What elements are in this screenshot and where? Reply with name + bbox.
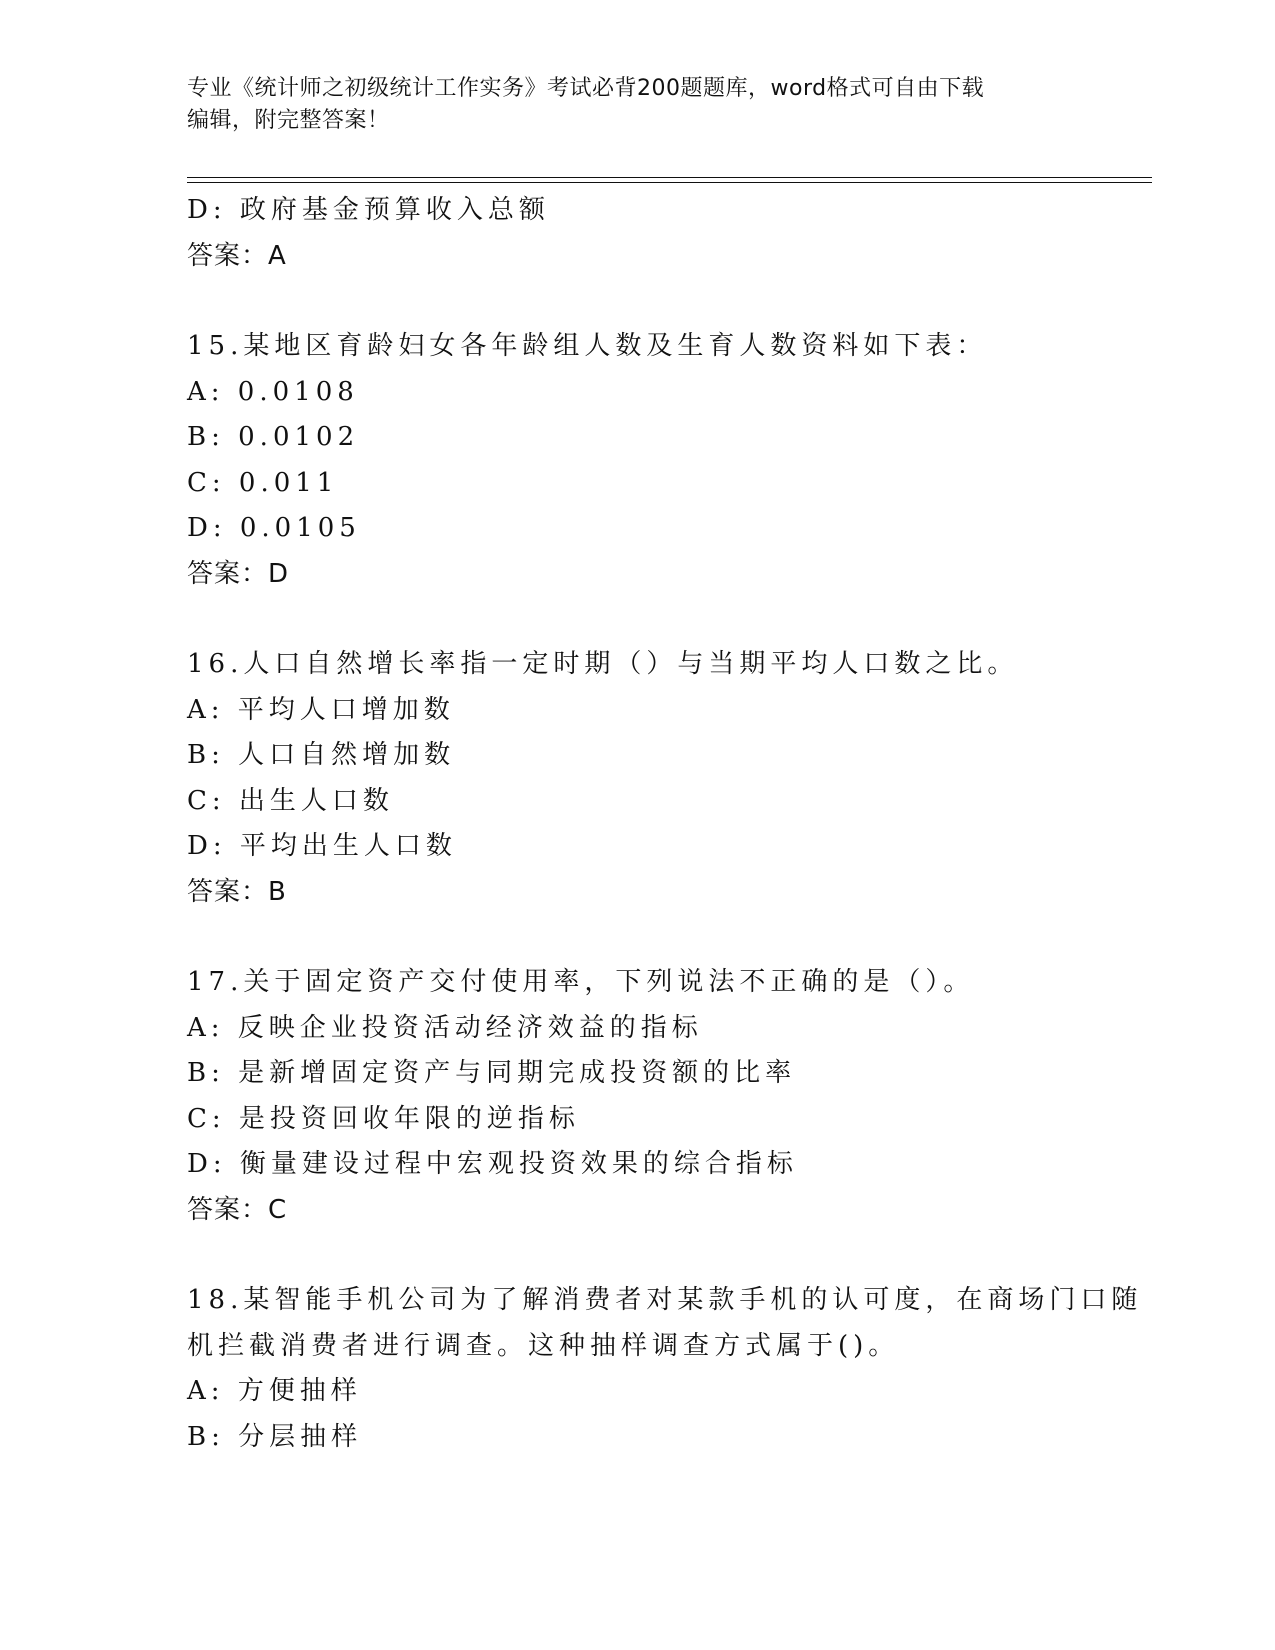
option-a: A: 方便抽样 bbox=[187, 1376, 362, 1406]
question-stem: 17.关于固定资产交付使用率，下列说法不正确的是（）。 bbox=[187, 967, 975, 997]
option-d: D: 0.0105 bbox=[187, 513, 361, 543]
option-b: B: 0.0102 bbox=[187, 422, 360, 452]
spacer bbox=[187, 915, 1087, 960]
option-d: D: 平均出生人口数 bbox=[187, 831, 457, 861]
option-b: B: 人口自然增加数 bbox=[187, 740, 456, 770]
spacer bbox=[187, 279, 1087, 324]
option-b: B: 是新增固定资产与同期完成投资额的比率 bbox=[187, 1058, 797, 1088]
option-b: B: 分层抽样 bbox=[187, 1421, 363, 1452]
question-stem: 16.人口自然增长率指一定时期（）与当期平均人口数之比。 bbox=[187, 649, 1019, 679]
option-c: C: 出生人口数 bbox=[187, 785, 394, 816]
answer-line: 答案：D bbox=[187, 558, 290, 589]
question-block-15 bbox=[187, 324, 1087, 597]
page-header bbox=[187, 73, 1067, 137]
header-title-line-2: 编辑，附完整答案！ bbox=[187, 108, 390, 133]
option-c: C: 是投资回收年限的逆指标 bbox=[187, 1103, 580, 1134]
answer-line: 答案：B bbox=[187, 876, 287, 907]
question-stem-line-1: 18.某智能手机公司为了解消费者对某款手机的认可度，在商场门口随 bbox=[187, 1285, 1143, 1315]
option-c: C: 0.011 bbox=[187, 467, 339, 498]
option-d: D: 衡量建设过程中宏观投资效果的综合指标 bbox=[187, 1149, 798, 1179]
question-block-17 bbox=[187, 960, 1087, 1233]
question-block-18 bbox=[187, 1278, 1143, 1460]
question-stem-line-2: 机拦截消费者进行调查。这种抽样调查方式属于()。 bbox=[187, 1330, 900, 1361]
question-list bbox=[187, 188, 1143, 1460]
answer-line: 答案：C bbox=[187, 1194, 288, 1225]
answer-line: 答案：A bbox=[187, 240, 287, 271]
spacer bbox=[187, 597, 1087, 642]
question-block-14 bbox=[187, 188, 1087, 279]
option-a: A: 反映企业投资活动经济效益的指标 bbox=[187, 1012, 703, 1043]
header-divider-bottom bbox=[187, 182, 1152, 183]
header-title-line-1: 专业《统计师之初级统计工作实务》考试必背200题题库，word格式可自由下载 bbox=[187, 76, 985, 101]
spacer bbox=[187, 1233, 1087, 1278]
option-a: A: 0.0108 bbox=[187, 376, 359, 407]
question-block-16 bbox=[187, 642, 1087, 915]
option-d: D: 政府基金预算收入总额 bbox=[187, 195, 550, 225]
header-divider-top bbox=[187, 177, 1152, 178]
option-a: A: 平均人口增加数 bbox=[187, 694, 455, 725]
question-stem: 15.某地区育龄妇女各年龄组人数及生育人数资料如下表： bbox=[187, 331, 988, 361]
